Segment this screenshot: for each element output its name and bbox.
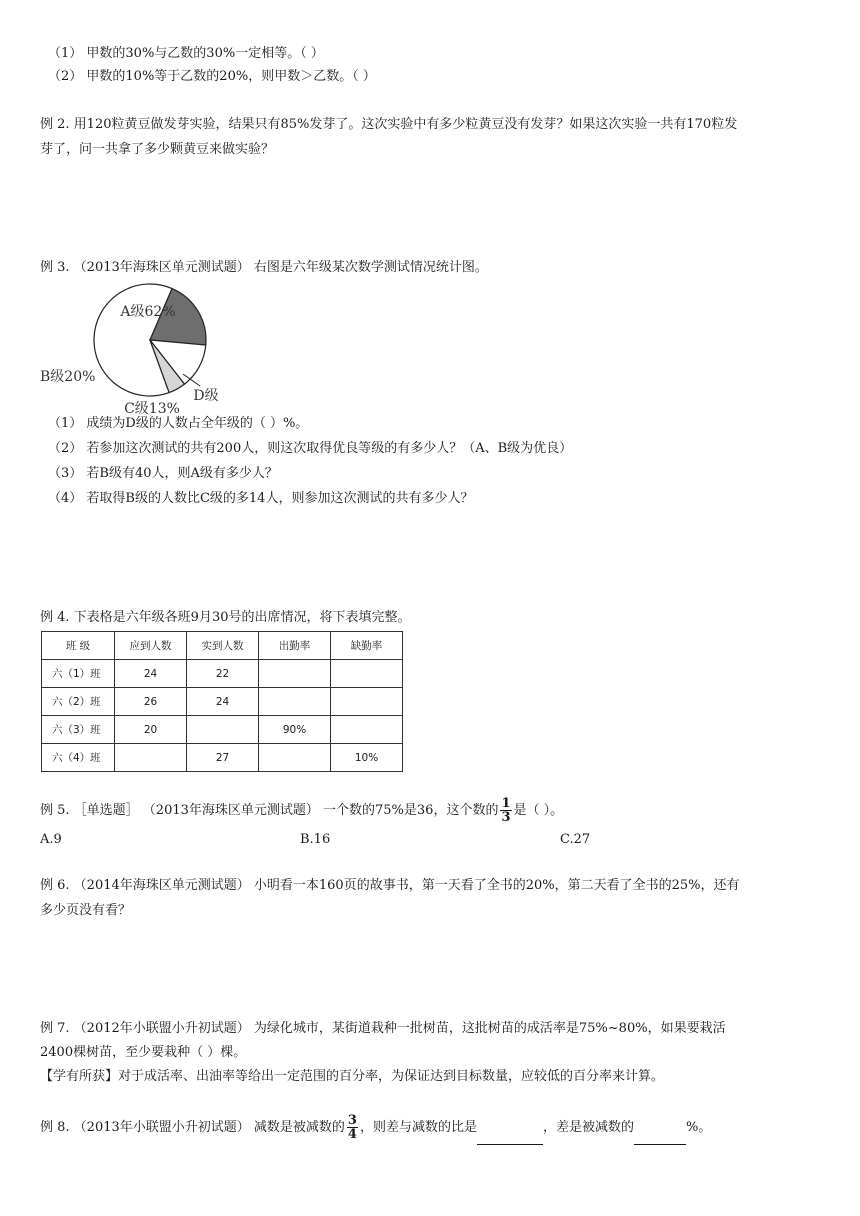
table-cell: 六（1）班 — [42, 660, 115, 688]
table-cell: 26 — [115, 688, 187, 716]
attendance-table — [41, 631, 403, 772]
example-4-title: 例 4. 下表格是六年级各班9月30号的出席情况，将下表填完整。 — [40, 610, 411, 625]
table-cell — [187, 716, 259, 744]
example-8-tail: %。 — [685, 1120, 712, 1135]
lesson-note: 【学有所获】对于成活率、出油率等给出一定范围的百分率，为保证达到目标数量，应较低的百分率来计算。 — [40, 1069, 665, 1084]
table-cell: 22 — [187, 660, 259, 688]
fraction-three-quarters: $\frac{3}{4}$ — [347, 1113, 357, 1142]
table-cell: 六（4）班 — [42, 744, 115, 772]
pie-label-1: B级20% — [40, 369, 96, 385]
example-3-q1: （1） 成绩为D级的人数占全年级的（ ）%。 — [48, 416, 309, 431]
header-expected: 应到人数 — [115, 632, 187, 660]
table-cell: 24 — [187, 688, 259, 716]
header-absence-rate: 缺勤率 — [331, 632, 403, 660]
pie-chart — [38, 282, 278, 422]
table-cell: 24 — [115, 660, 187, 688]
table-cell — [259, 660, 331, 688]
example-2-line-1: 例 2. 用120粒黄豆做发芽实验，结果只有85%发芽了。这次实验中有多少粒黄豆没有发芽？如果这次实验一共有170粒发 — [40, 117, 738, 132]
table-row — [42, 688, 403, 716]
example-6-line-2: 多少页没有看？ — [40, 903, 132, 918]
statement-2: （2） 甲数的10%等于乙数的20%，则甲数＞乙数。（ ） — [48, 69, 376, 84]
statement-1: （1） 甲数的30%与乙数的30%一定相等。（ ） — [48, 46, 324, 61]
table-cell: 27 — [187, 744, 259, 772]
fraction-one-third: $\frac{1}{3}$ — [501, 796, 511, 825]
example-3-title: 例 3. （2013年海珠区单元测试题） 右图是六年级某次数学测试情况统计图。 — [40, 260, 488, 275]
pie-label-0: A级62% — [120, 304, 176, 320]
example-2-line-2: 芽了，问一共拿了多少颗黄豆来做实验？ — [40, 142, 275, 157]
table-cell: 六（3）班 — [42, 716, 115, 744]
example-8-question — [40, 1110, 711, 1145]
pie-label-3: D级 — [193, 388, 219, 404]
example-8-text: 例 8. （2013年小联盟小升初试题） 减数是被减数的 — [40, 1120, 345, 1135]
example-5-tail: 是（ ）。 — [513, 803, 564, 818]
table-cell — [259, 688, 331, 716]
table-cell: 90% — [259, 716, 331, 744]
table-cell: 10% — [331, 744, 403, 772]
option-c: C.27 — [560, 832, 591, 847]
table-cell: 六（2）班 — [42, 688, 115, 716]
example-3-q3: （3） 若B级有40人，则A级有多少人？ — [48, 466, 278, 481]
example-8-mid2: ，差是被减数的 — [542, 1120, 634, 1135]
example-7-line-2: 2400棵树苗，至少要栽种（ ）棵。 — [40, 1045, 247, 1060]
table-row — [42, 744, 403, 772]
table-cell — [259, 744, 331, 772]
table-cell — [331, 688, 403, 716]
table-cell — [115, 744, 187, 772]
table-row — [42, 716, 403, 744]
answer-blank-percent[interactable] — [634, 1110, 686, 1145]
example-6-line-1: 例 6. （2014年海珠区单元测试题） 小明看一本160页的故事书，第一天看了全书的20%，第二天看了全书的25%，还有 — [40, 878, 740, 893]
header-present: 实到人数 — [187, 632, 259, 660]
option-b: B.16 — [300, 832, 331, 847]
example-3-q2: （2） 若参加这次测试的共有200人，则这次取得优良等级的有多少人？（A、B级为优良） — [48, 441, 573, 456]
table-row — [42, 660, 403, 688]
answer-blank-ratio[interactable] — [477, 1110, 543, 1145]
header-attendance-rate: 出勤率 — [259, 632, 331, 660]
table-cell — [331, 660, 403, 688]
pie-label-2: C级13% — [124, 401, 180, 417]
example-8-mid: ，则差与减数的比是 — [359, 1120, 477, 1135]
table-cell — [331, 716, 403, 744]
example-7-line-1: 例 7. （2012年小联盟小升初试题） 为绿化城市，某街道栽种一批树苗，这批树苗的成活率是75%~80%，如果要栽活 — [40, 1021, 726, 1036]
option-a: A.9 — [40, 832, 62, 847]
example-5-text: 例 5. ［单选题］ （2013年海珠区单元测试题） 一个数的75%是36，这个数的 — [40, 803, 499, 818]
example-3-q4: （4） 若取得B级的人数比C级的多14人，则参加这次测试的共有多少人？ — [48, 491, 474, 506]
table-cell: 20 — [115, 716, 187, 744]
table-header-row — [42, 632, 403, 660]
example-5-question — [40, 796, 563, 826]
header-class: 班 级 — [42, 632, 115, 660]
